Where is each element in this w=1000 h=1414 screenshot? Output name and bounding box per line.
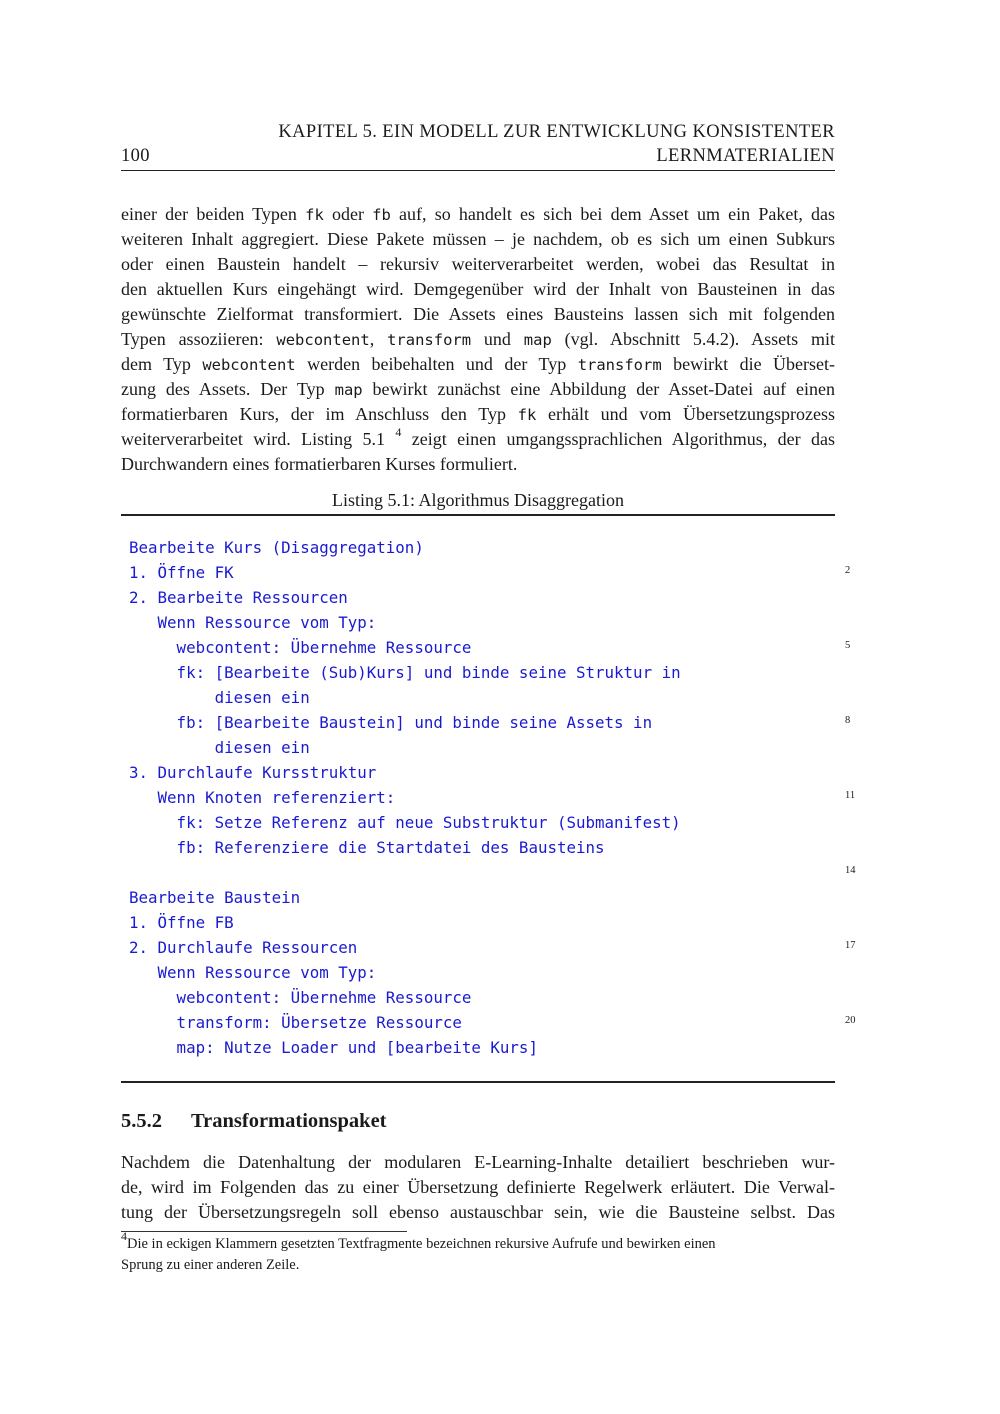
paragraph-line: Durchwandern eines formatierbaren Kurses formuliert. — [121, 454, 518, 474]
inline-code: webcontent — [202, 356, 296, 374]
code-line: diesen ein — [129, 688, 310, 707]
running-header-second-line — [121, 146, 835, 167]
paragraph-line: gewünschte Zielformat transformiert. Die Assets eines Bausteins lassen sich mit folgenden — [121, 304, 835, 324]
text-run: Typen assoziieren: — [121, 329, 277, 349]
chapter-title-line1: KAPITEL 5. EIN MODELL ZUR ENTWICKLUNG KONSISTENTER — [278, 122, 835, 142]
footnote-rule — [121, 1231, 407, 1232]
text-run: weiterverarbeitet wird. Listing 5.1 — [121, 429, 396, 449]
code-line: Bearbeite Baustein — [129, 888, 301, 907]
page-number: 100 — [121, 146, 150, 166]
text-run: zung des Assets. Der Typ — [121, 379, 335, 399]
text-run: zeigt einen umgangssprachlichen Algorithmus, der das — [401, 429, 835, 449]
code-line: Wenn Knoten referenziert: — [129, 788, 396, 807]
code-line: fk: [Bearbeite (Sub)Kurs] und binde seine Struktur in — [129, 663, 681, 682]
paragraph-line: weiteren Inhalt aggregiert. Diese Pakete müssen – je nachdem, ob es sich um einen Subkurs — [121, 229, 835, 249]
running-header-chapter — [121, 122, 835, 143]
line-number: 14 — [845, 865, 856, 876]
paragraph-line — [121, 202, 835, 228]
text-run: , — [369, 329, 388, 349]
code-line: fb: Referenziere die Startdatei des Bausteins — [129, 838, 605, 857]
paragraph-line: Nachdem die Datenhaltung der modularen E-Learning-Inhalte detailiert beschrieben wur- — [121, 1152, 835, 1172]
inline-code: webcontent — [276, 331, 370, 349]
code-line: 2. Durchlaufe Ressourcen — [129, 938, 358, 957]
footnote-line — [121, 1229, 835, 1255]
code-line: Wenn Ressource vom Typ: — [129, 613, 377, 632]
code-line: fk: Setze Referenz auf neue Substruktur (Submanifest) — [129, 813, 681, 832]
code-line: 1. Öffne FB — [129, 913, 234, 932]
code-line: 3. Durchlaufe Kursstruktur — [129, 763, 377, 782]
text-run: bewirkt zunächst eine Abbildung der Asset-Datei auf einen — [362, 379, 836, 399]
text-run: formatierbaren Kurs, der im Anschluss den Typ — [121, 404, 518, 424]
paragraph-line — [121, 352, 835, 378]
code-line: 1. Öffne FK — [129, 563, 234, 582]
line-number: 11 — [845, 790, 856, 801]
header-rule — [121, 170, 835, 171]
line-number: 8 — [845, 715, 851, 726]
paragraph-line: oder einen Baustein handelt – rekursiv weiterverarbeitet werden, wobei das Resultat in — [121, 254, 835, 274]
line-number: 2 — [845, 565, 851, 576]
text-run: bewirkt die Überset- — [661, 354, 835, 374]
code-line: diesen ein — [129, 738, 310, 757]
footnote-text: Die in eckigen Klammern gesetzten Textfragmente bezeichnen rekursive Aufrufe und bewirken einen — [127, 1236, 716, 1252]
paragraph-line — [121, 327, 835, 353]
section-title: Transformationspaket — [191, 1110, 387, 1132]
listing-bottom-rule — [121, 1081, 835, 1083]
text-run: auf, so handelt es sich bei dem Asset um ein Paket, das — [390, 204, 836, 224]
paragraph-line: de, wird im Folgenden das zu einer Übersetzung definierte Regelwerk erläutert. Die Verwal- — [121, 1177, 835, 1197]
footnote-line: Sprung zu einer anderen Zeile. — [121, 1257, 300, 1273]
code-line: webcontent: Übernehme Ressource — [129, 638, 472, 657]
inline-code: fb — [372, 206, 391, 224]
listing-top-rule — [121, 514, 835, 516]
chapter-title-line2: LERNMATERIALIEN — [656, 146, 835, 166]
text-run: oder — [323, 204, 373, 224]
footnote-marker: 4 — [395, 425, 402, 439]
code-line: 2. Bearbeite Ressourcen — [129, 588, 348, 607]
text-run: und — [471, 329, 524, 349]
text-run: einer der beiden Typen — [121, 204, 306, 224]
text-run: werden beibehalten und der Typ — [295, 354, 578, 374]
section-heading — [121, 1110, 387, 1133]
paragraph-line: den aktuellen Kurs eingehängt wird. Demgegenüber wird der Inhalt von Bausteinen in das — [121, 279, 835, 299]
paragraph-line — [121, 377, 835, 403]
line-number: 5 — [845, 640, 851, 651]
inline-code: fk — [305, 206, 324, 224]
paragraph-line — [121, 427, 835, 452]
code-line: map: Nutze Loader und [bearbeite Kurs] — [129, 1038, 538, 1057]
text-run: (vgl. Abschnitt 5.4.2). Assets mit — [551, 329, 836, 349]
code-line: Wenn Ressource vom Typ: — [129, 963, 377, 982]
paragraph-line — [121, 402, 835, 428]
code-line: webcontent: Übernehme Ressource — [129, 988, 472, 1007]
section-number: 5.5.2 — [121, 1110, 162, 1132]
inline-code: transform — [577, 356, 662, 374]
footnote-marker: 4 — [121, 1229, 127, 1244]
listing-caption: Listing 5.1: Algorithmus Disaggregation — [332, 490, 624, 510]
paragraph-line: tung der Übersetzungsregeln soll ebenso austauschbar sein, wie die Bausteine selbst. Das — [121, 1202, 835, 1222]
code-line: Bearbeite Kurs (Disaggregation) — [129, 538, 424, 557]
inline-code: fk — [517, 406, 537, 424]
inline-code: map — [523, 331, 552, 349]
code-line: transform: Übersetze Ressource — [129, 1013, 462, 1032]
text-run: dem Typ — [121, 354, 203, 374]
inline-code: map — [334, 381, 363, 399]
text-run: erhält und vom Übersetzungsprozess — [536, 404, 835, 424]
line-number: 17 — [845, 940, 856, 951]
code-line: fb: [Bearbeite Baustein] und binde seine Assets in — [129, 713, 653, 732]
line-number: 20 — [845, 1015, 856, 1026]
inline-code: transform — [387, 331, 472, 349]
